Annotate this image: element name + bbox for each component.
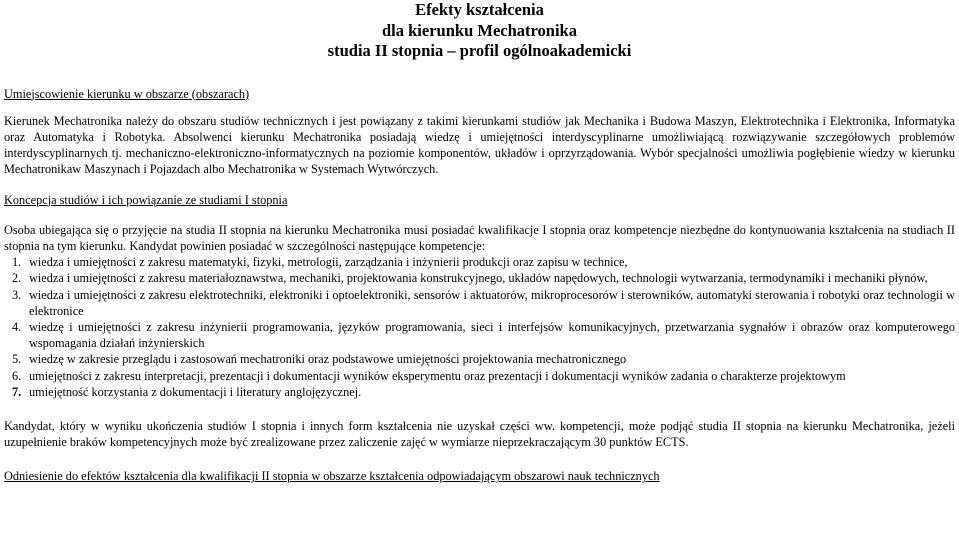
title-line-3: studia II stopnia – profil ogólnoakademicki [327,41,632,60]
section-heading-concept: Koncepcja studiów i ich powiązanie ze studiami I stopnia [4,192,288,207]
list-item-number: 3. [12,287,22,302]
list-item-number: 4. [12,319,22,334]
list-item-text: wiedza i umiejętności z zakresu elektrotechniki, elektroniki i optoelektroniki, sensorów i aktuatorów, mikroprocesorów i sterowników, automatyki sterowania i robotyki oraz technologii w elektronice [29,287,955,318]
list-item-number: 5. [12,352,22,367]
placement-paragraph: Kierunek Mechatronika należy do obszaru studiów technicznych i jest powiązany z takimi kierunkami studiów jak Mechanika i Budowa Maszyn, Elektrotechnika i Elektronika, Informatyka oraz Automatyka i Robotyka. Absolwenci kierunku Mechatronika posiadają wiedzę i umiejętności interdyscyplinarne umożliwiającą rozwiązywanie szczegółowych problemów interdyscyplinarnych tj. mechaniczno-elektroniczno-informatycznych na poziomie komponentów, układów i oprzyrządowania. Wybór specjalności umożliwia pogłębienie wiedzy w kierunku Mechatronikaw Maszynach i Pojazdach albo Mechatronika w Systemach Wytwórczych. [4,113,955,177]
section-heading-placement: Umiejscowienie kierunku w obszarze (obszarach) [4,86,250,101]
list-item-number: 7. [12,384,22,399]
list-item [4,319,955,351]
document-title [4,0,955,62]
list-item-text: wiedzę w zakresie przeglądu i zastosowań mechatroniki oraz podstawowe umiejętności projektowania mechatronicznego [29,352,627,367]
title-line-1: Efekty kształcenia [415,0,544,19]
list-item [4,270,955,286]
list-item-text: umiejętność korzystania z dokumentacji i literatury anglojęzycznej. [29,384,362,399]
title-line-2: dla kierunku Mechatronika [382,20,577,40]
list-item-number: 2. [12,271,22,286]
list-item-text: wiedzę i umiejętności z zakresu inżynierii programowania, języków programowania, sieci i interfejsów komunikacyjnych, przetwarzania sygnałów i obrazów oraz komputerowego wspomagania działań inżynierskich [29,319,955,351]
list-item-text: wiedza i umiejętności z zakresu matematyki, fizyki, metrologii, zarządzania i inżynierii produkcji oraz zapisu w technice, [29,255,628,270]
section-heading-learning-outcomes: Odniesienie do efektów kształcenia dla kwalifikacji II stopnia w obszarze kształcenia odpowiadającym obszarowi nauk technicznych [4,469,660,484]
list-item [4,368,955,384]
list-item [4,384,955,400]
list-item [4,254,955,270]
list-item [4,351,955,367]
competency-list [4,254,955,400]
list-item-number: 6. [12,368,22,383]
list-item-text: wiedza i umiejętności z zakresu materiałoznawstwa, mechaniki, projektowania konstrukcyjnego, układów napędowych, technologii wytwarzania, termodynamiki i mechaniki płynów, [29,271,928,286]
list-item [4,287,955,319]
list-item-text: umiejętności z zakresu interpretacji, prezentacji i dokumentacji wyników eksperymentu oraz prezentacji i dokumentacji wyników zadania o charakterze projektowym [29,368,846,383]
concept-intro-paragraph: Osoba ubiegająca się o przyjęcie na studia II stopnia na kierunku Mechatronika musi posiadać kwalifikacje I stopnia oraz kompetencje niezbędne do kontynuowania kształcenia na studiach II stopnia na tym kierunku. Kandydat powinien posiadać w szczególności następujące kompetencje: [4,222,955,253]
concept-closing-paragraph: Kandydat, który w wyniku ukończenia studiów I stopnia i innych form kształcenia nie uzyskał części ww. kompetencji, może podjąć studia II stopnia na kierunku Mechatronika, jeżeli uzupełnienie braków kompetencyjnych może być zrealizowane przez zaliczenie zajęć w wymiarze nieprzekraczającym 30 punktów ECTS. [4,418,955,450]
list-item-number: 1. [12,255,22,270]
